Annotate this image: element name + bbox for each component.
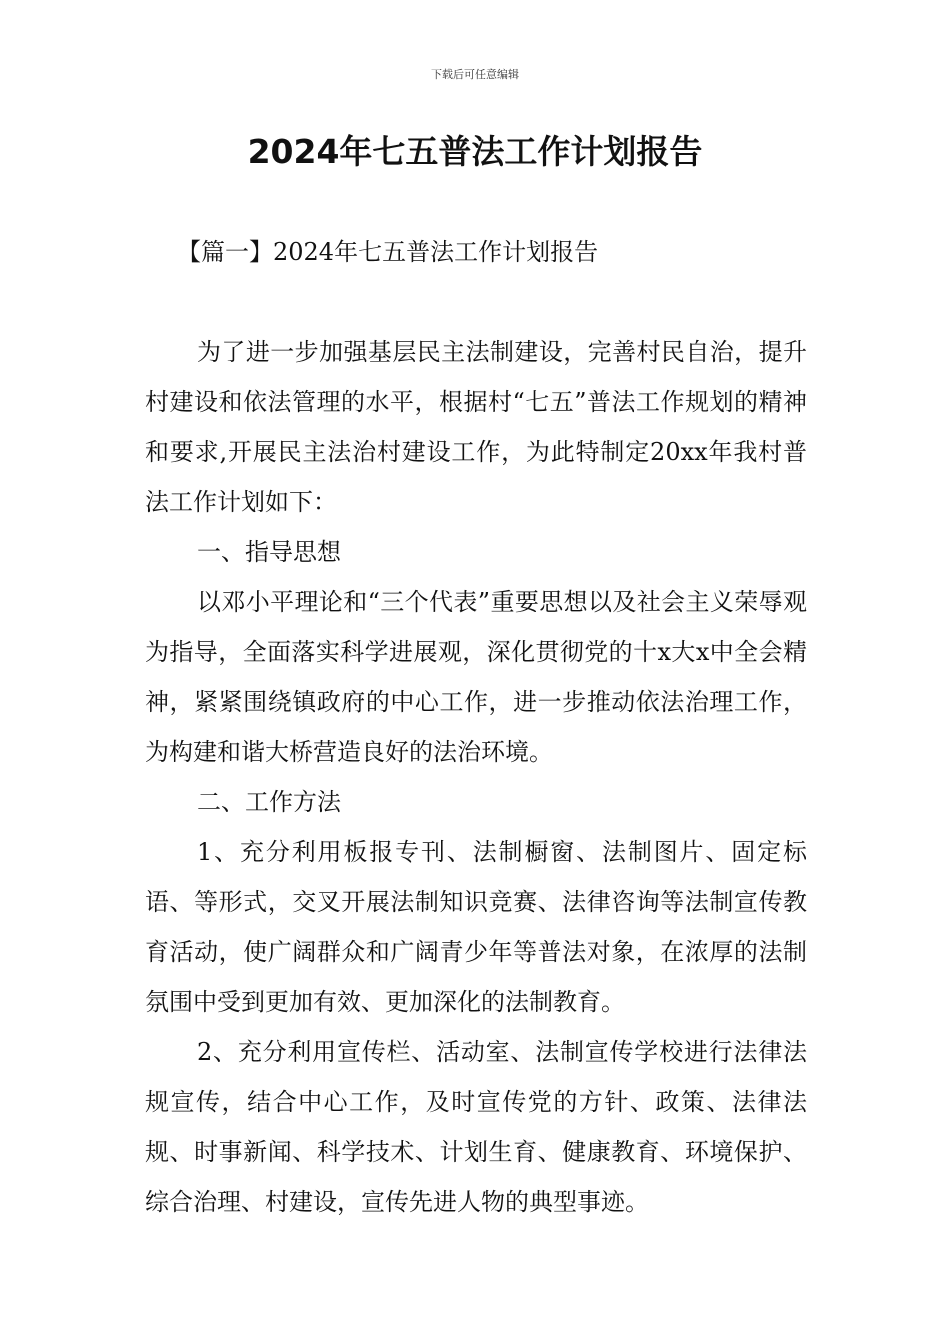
document-body bbox=[145, 327, 807, 1227]
header-note: 下载后可任意编辑 bbox=[431, 68, 519, 81]
paragraph-method-1: 1、充分利用板报专刊、法制橱窗、法制图片、固定标语、等形式，交叉开展法制知识竞赛、法律咨询等法制宣传教育活动，使广阔群众和广阔青少年等普法对象，在浓厚的法制氛围中受到更加有效、更加深化的法制教育。 bbox=[145, 838, 807, 1016]
paragraph-method-2: 2、充分利用宣传栏、活动室、法制宣传学校进行法律法规宣传，结合中心工作，及时宣传党的方针、政策、法律法规、时事新闻、科学技术、计划生育、健康教育、环境保护、综合治理、村建设，宣传先进人物的典型事迹。 bbox=[145, 1038, 807, 1216]
document-title: 2024年七五普法工作计划报告 bbox=[247, 132, 703, 171]
section-heading: 【篇一】2024年七五普法工作计划报告 bbox=[177, 238, 599, 266]
paragraph-guiding-ideology: 以邓小平理论和“三个代表”重要思想以及社会主义荣辱观为指导，全面落实科学进展观，深化贯彻党的十x大x中全会精神，紧紧围绕镇政府的中心工作，进一步推动依法治理工作，为构建和谐大桥营造良好的法治环境。 bbox=[145, 588, 807, 766]
heading-work-methods: 二、工作方法 bbox=[197, 788, 341, 816]
paragraph-intro: 为了进一步加强基层民主法制建设，完善村民自治，提升村建设和依法管理的水平，根据村“七五”普法工作规划的精神和要求,开展民主法治村建设工作，为此特制定20xx年我村普法工作计划如下： bbox=[145, 338, 807, 516]
heading-guiding-ideology: 一、指导思想 bbox=[197, 538, 341, 566]
